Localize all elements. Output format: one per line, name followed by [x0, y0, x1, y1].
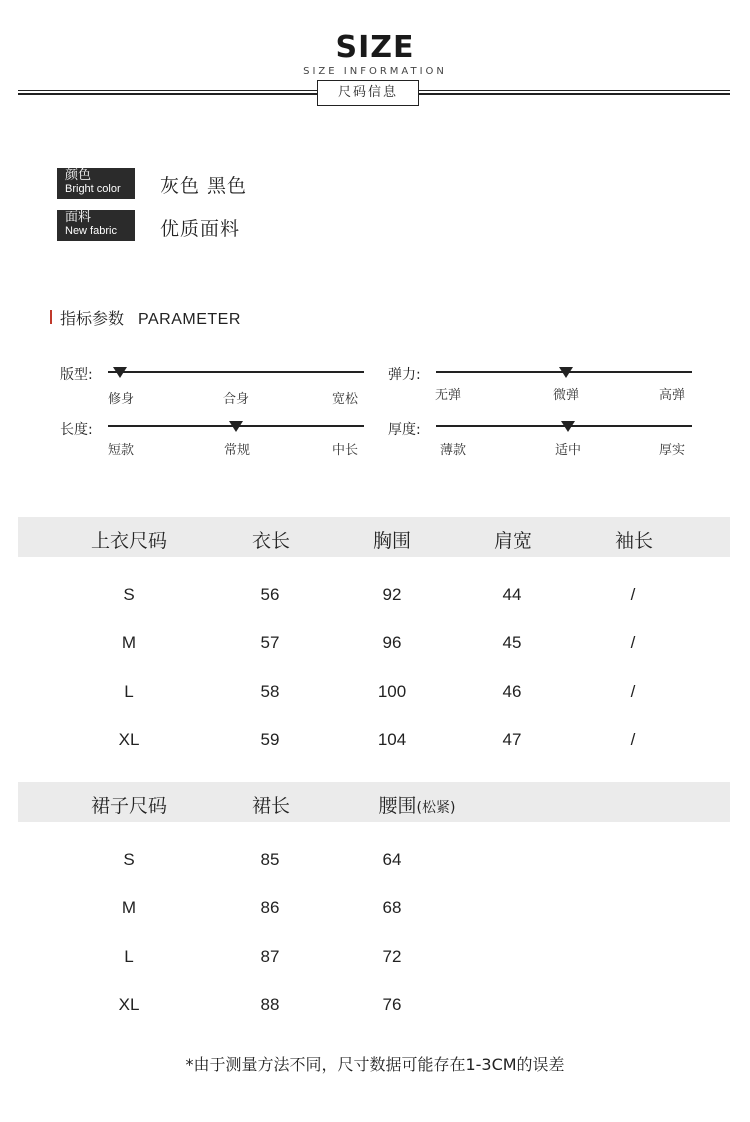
slider-option: 适中: [554, 443, 582, 458]
fabric-tag: [57, 210, 135, 241]
table-cell: 47: [502, 730, 522, 749]
table-cell: 100: [377, 682, 407, 701]
parameter-title: [60, 306, 241, 329]
fabric-tag-cn: 面料: [65, 210, 92, 225]
table-cell: L: [124, 682, 134, 701]
table-cell: 58: [260, 682, 280, 701]
measurement-footnote: *由于测量方法不同，尺寸数据可能存在1-3CM的误差: [185, 1055, 565, 1074]
slider-option: 合身: [222, 392, 250, 407]
table-cell: 96: [382, 633, 402, 652]
column-header: 裙子尺码: [90, 795, 168, 817]
color-tag-cn: 颜色: [65, 168, 92, 183]
column-header: 袖长: [614, 530, 654, 552]
slider-label-length: 长度:: [60, 422, 93, 438]
table-cell: 76: [382, 995, 402, 1014]
slider-marker-length: [229, 421, 243, 432]
column-header: 腰围: [378, 795, 417, 817]
table-cell: 56: [260, 585, 280, 604]
table-cell: /: [630, 730, 636, 749]
color-tag-en: Bright color: [65, 183, 121, 195]
column-header: 上衣尺码: [90, 530, 168, 552]
column-header: 裙长: [251, 795, 291, 817]
slider-marker-fit: [113, 367, 127, 378]
table-cell: M: [121, 633, 137, 652]
table-cell: XL: [118, 730, 140, 749]
slider-option: 无弹: [434, 388, 462, 403]
slider-option: 薄款: [439, 443, 467, 458]
page-subtitle: SIZE INFORMATION: [303, 66, 447, 77]
slider-option: 中长: [331, 443, 359, 458]
fabric-tag-en: New fabric: [65, 225, 117, 237]
table-cell: 45: [502, 633, 522, 652]
slider-option: 修身: [107, 392, 135, 407]
slider-option: 宽松: [331, 392, 359, 407]
slider-option: 微弹: [552, 388, 580, 403]
color-value: 灰色 黑色: [160, 175, 248, 197]
slider-label-elasticity: 弹力:: [388, 367, 421, 383]
table-cell: 44: [502, 585, 522, 604]
table-cell: /: [630, 633, 636, 652]
slider-marker-elasticity: [559, 367, 573, 378]
column-header-waist: [379, 791, 456, 818]
slider-label-fit: 版型:: [60, 367, 93, 383]
column-header: 肩宽: [493, 530, 533, 552]
table-cell: S: [123, 850, 135, 869]
table-cell: L: [124, 947, 134, 966]
table-cell: 72: [382, 947, 402, 966]
slider-marker-thickness: [561, 421, 575, 432]
table-cell: 92: [382, 585, 402, 604]
table-cell: 85: [260, 850, 280, 869]
column-header-note: (松紧): [416, 800, 456, 816]
table-cell: M: [121, 898, 137, 917]
table-cell: 59: [260, 730, 280, 749]
table-cell: 88: [260, 995, 280, 1014]
table-cell: 68: [382, 898, 402, 917]
slider-option: 高弹: [658, 388, 686, 403]
size-info-label: 尺码信息: [317, 80, 419, 106]
slider-option: 短款: [107, 443, 135, 458]
slider-option: 厚实: [658, 443, 686, 458]
table-cell: S: [123, 585, 135, 604]
column-header: 衣长: [251, 530, 291, 552]
table-cell: 104: [377, 730, 407, 749]
parameter-title-en: PARAMETER: [138, 311, 241, 328]
table-cell: /: [630, 585, 636, 604]
slider-label-thickness: 厚度:: [388, 422, 421, 438]
column-header: 胸围: [372, 530, 412, 552]
table-cell: 46: [502, 682, 522, 701]
table-cell: 87: [260, 947, 280, 966]
color-tag: [57, 168, 135, 199]
page-title: SIZE: [335, 30, 415, 65]
slider-track-fit: [108, 371, 364, 373]
table-cell: XL: [118, 995, 140, 1014]
slider-option: 常规: [223, 443, 251, 458]
table-cell: 64: [382, 850, 402, 869]
fabric-value: 优质面料: [160, 218, 241, 240]
parameter-title-cn: 指标参数: [60, 309, 125, 328]
table-cell: 57: [260, 633, 280, 652]
table-cell: 86: [260, 898, 280, 917]
table-cell: /: [630, 682, 636, 701]
parameter-accent-bar: [50, 310, 52, 324]
